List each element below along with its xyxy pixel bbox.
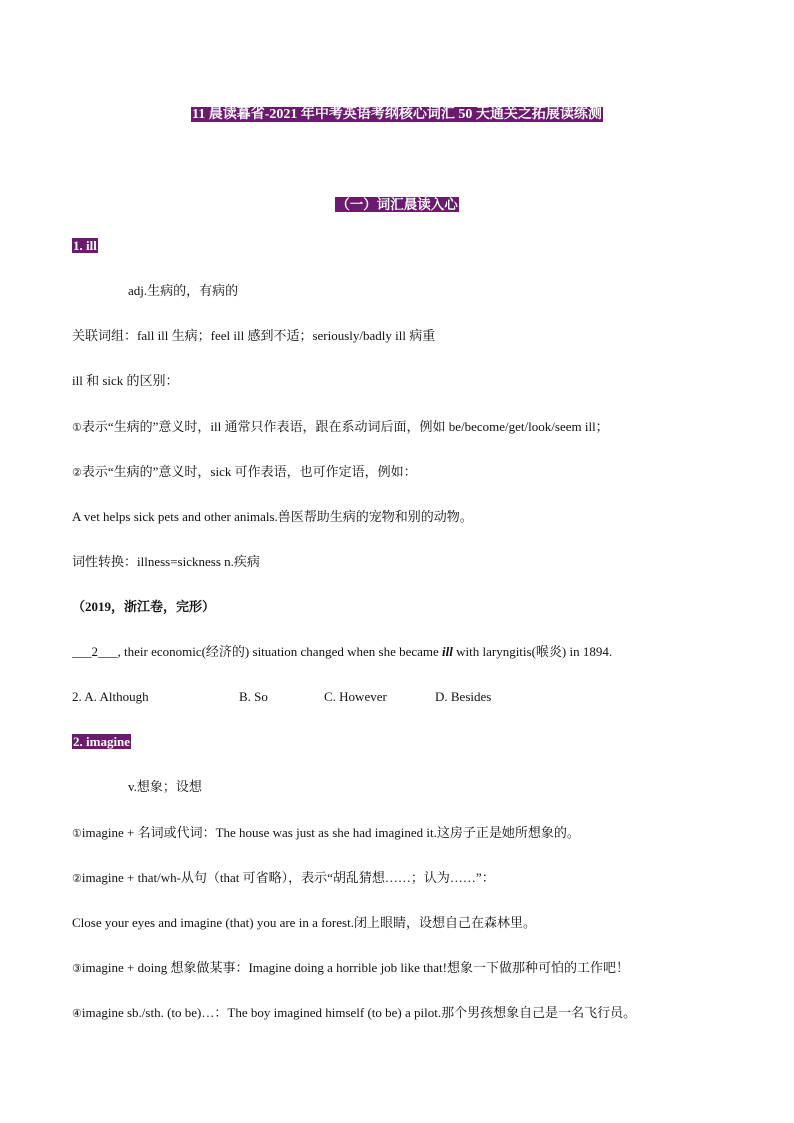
point-text: imagine + that/wh-从句（that 可省略），表示“胡乱猜想……；认为……”： [81, 870, 495, 885]
point-text: imagine + 名词或代词：The house was just as she had imagined it.这房子正是她所想象的。 [81, 825, 580, 840]
word-heading-ill-text: 1. ill [73, 238, 97, 253]
option-d: D. Besides [435, 689, 492, 704]
page-title [0, 103, 794, 123]
ill-sick-difference: ill 和 sick 的区别： [72, 373, 179, 388]
question-options [72, 688, 672, 706]
imagine-example: Close your eyes and imagine (that) you are in a forest.闭上眼睛，设想自己在森林里。 [72, 915, 536, 930]
point-text: imagine + doing 想象做某事：Imagine doing a horrible job like that!想象一下做那种可怕的工作吧！ [81, 960, 629, 975]
word-heading-imagine [72, 733, 131, 751]
option-c: C. However [324, 689, 387, 704]
question-keyword: ill [442, 644, 453, 659]
point-text: 表示“生病的”意义时，ill 通常只作表语，跟在系动词后面，例如 be/become/get/look/seem ill； [81, 419, 609, 434]
question-text-b: with laryngitis(喉炎) in 1894. [452, 644, 613, 659]
point-number: ① [72, 828, 82, 840]
option-b: B. So [239, 689, 268, 704]
ill-point-1 [72, 418, 609, 437]
point-number: ③ [72, 963, 82, 975]
section-heading-text: （一）词汇晨读入心 [336, 197, 458, 212]
imagine-point-1 [72, 824, 580, 843]
point-number: ④ [72, 1008, 82, 1020]
ill-definition: adj.生病的，有病的 [128, 283, 239, 298]
point-text: imagine sb./sth. (to be)…：The boy imagined himself (to be) a pilot.那个男孩想象自己是一名飞行员。 [81, 1005, 637, 1020]
imagine-point-3 [72, 959, 629, 978]
ill-phrases: 关联词组：fall ill 生病；feel ill 感到不适；seriously/badly ill 病重 [72, 328, 436, 343]
question-sentence [72, 643, 612, 661]
imagine-point-2 [72, 869, 495, 888]
ill-example: A vet helps sick pets and other animals.兽医帮助生病的宠物和别的动物。 [72, 509, 473, 524]
question-text-a: ___2___, their economic(经济的) situation changed when she became [72, 644, 443, 659]
option-a: 2. A. Although [72, 689, 149, 704]
section-heading [0, 193, 794, 213]
imagine-point-4 [72, 1004, 636, 1023]
ill-point-2 [72, 463, 417, 482]
page-title-text: 11 晨读暮省-2021 年中考英语考纲核心词汇 50 天通关之拓展读练测 [192, 107, 602, 122]
point-number: ② [72, 467, 82, 479]
ill-conversion: 词性转换：illness=sickness n.疾病 [72, 554, 260, 569]
point-text: 表示“生病的”意义时，sick 可作表语，也可作定语，例如： [81, 464, 417, 479]
point-number: ② [72, 873, 82, 885]
imagine-definition: v.想象；设想 [128, 779, 202, 794]
question-source: （2019，浙江卷，完形） [72, 599, 216, 614]
word-heading-ill [72, 237, 98, 255]
point-number: ① [72, 422, 82, 434]
word-heading-imagine-text: 2. imagine [73, 734, 131, 749]
